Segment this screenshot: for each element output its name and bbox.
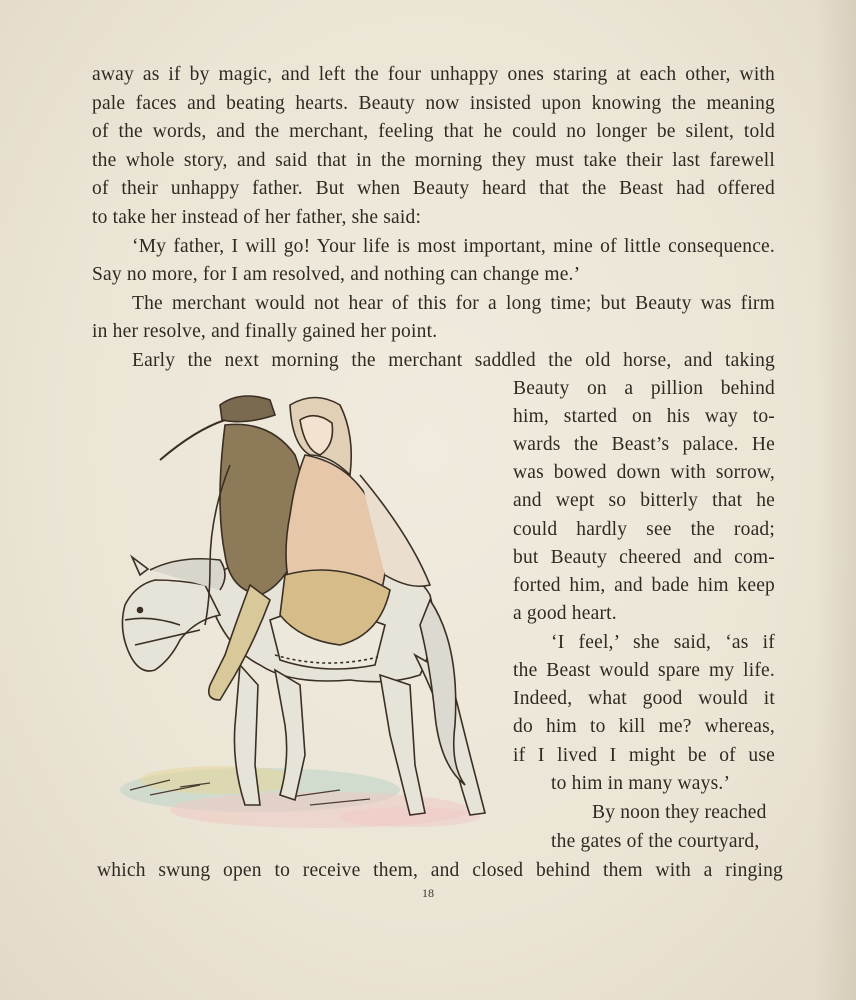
- text-line: Early the next morning the merchant saddled the old horse, and taking: [132, 350, 775, 371]
- text-line: and wept so bitterly that he: [513, 490, 775, 511]
- text-line: ‘My father, I will go! Your life is most important, mine of little consequence.: [132, 236, 775, 257]
- text-line: Say no more, for I am resolved, and nothing can change me.’: [92, 264, 581, 285]
- text-line: By noon they reached: [592, 802, 767, 823]
- text-line: a good heart.: [513, 603, 617, 624]
- text-line: forted him, and bade him keep: [513, 575, 775, 596]
- text-line: pale faces and beating hearts. Beauty now insisted upon knowing the meaning: [92, 93, 775, 114]
- text-line: of their unhappy father. But when Beauty heard that the Beast had offered: [92, 178, 775, 199]
- page-number: 18: [422, 886, 434, 900]
- text-line: Indeed, what good would it: [513, 688, 775, 709]
- text-line: if I lived I might be of use: [513, 745, 775, 766]
- text-line: could hardly see the road;: [513, 519, 775, 540]
- text-line: do him to kill me? whereas,: [513, 716, 775, 737]
- text-line: ‘I feel,’ she said, ‘as if: [551, 632, 775, 653]
- page-edge-shadow: [816, 0, 856, 1000]
- text-line: Beauty on a pillion behind: [513, 378, 775, 399]
- text-line: to him in many ways.’: [551, 773, 731, 794]
- text-line: the whole story, and said that in the morning they must take their last farewell: [92, 150, 775, 171]
- text-line: of the words, and the merchant, feeling that he could no longer be silent, told: [92, 121, 775, 142]
- text-line: was bowed down with sorrow,: [513, 462, 775, 483]
- text-line: which swung open to receive them, and closed behind them with a ringing: [97, 860, 783, 881]
- text-line: in her resolve, and finally gained her point.: [92, 321, 438, 342]
- illustration-merchant-and-beauty-on-horse: [110, 385, 510, 845]
- text-line: away as if by magic, and left the four unhappy ones staring at each other, with: [92, 64, 775, 85]
- text-line: but Beauty cheered and com-: [513, 547, 775, 568]
- text-line: the Beast would spare my life.: [513, 660, 775, 681]
- text-line: the gates of the courtyard,: [551, 831, 760, 852]
- text-line: to take her instead of her father, she said:: [92, 207, 422, 228]
- text-line: him, started on his way to-: [513, 406, 775, 427]
- text-line: The merchant would not hear of this for a long time; but Beauty was firm: [132, 293, 775, 314]
- text-line: wards the Beast’s palace. He: [513, 434, 775, 455]
